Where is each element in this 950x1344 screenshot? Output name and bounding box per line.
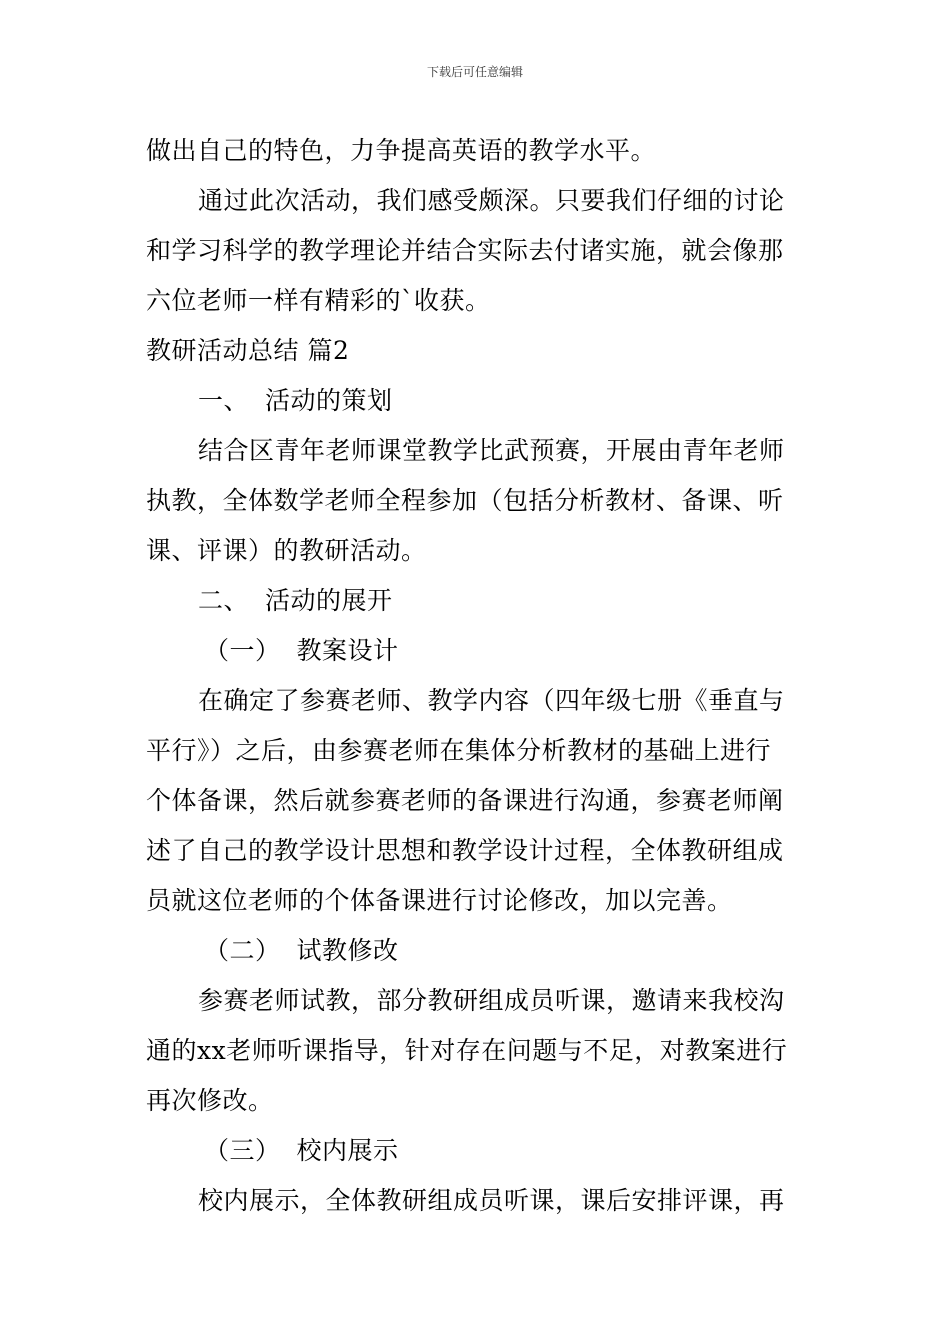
subheading: [146, 1126, 810, 1176]
subheading-text: 活动的展开: [265, 586, 393, 615]
text-line: 再次修改。: [146, 1086, 274, 1115]
subheading-number: 一、: [198, 386, 250, 415]
subheading-text: 校内展示: [296, 1136, 399, 1165]
subheading: [146, 926, 810, 976]
subheading: [146, 376, 810, 426]
text-line: 员就这位老师的个体备课进行讨论修改，加以完善。: [146, 886, 733, 915]
text-line: 个体备课，然后就参赛老师的备课进行沟通，参赛老师阐: [146, 786, 784, 815]
text-line: 做出自己的特色，力争提高英语的教学水平。: [146, 136, 657, 165]
text-line: 执教，全体数学老师全程参加（包括分析教材、备课、听: [146, 486, 784, 515]
text-line: 在确定了参赛老师、教学内容（四年级七册《垂直与: [198, 686, 785, 715]
text-line: 校内展示，全体教研组成员听课，课后安排评课，再: [198, 1186, 785, 1215]
text-line: 参赛老师试教，部分教研组成员听课，邀请来我校沟: [198, 986, 785, 1015]
subheading-text: 试教修改: [296, 936, 399, 965]
subheading-number: 二、: [198, 586, 250, 615]
document-body: [146, 126, 810, 1226]
subheading-number: （二）: [204, 936, 281, 965]
text-line: 述了自己的教学设计思想和教学设计过程，全体教研组成: [146, 836, 784, 865]
text-line: 平行》）之后，由参赛老师在集体分析教材的基础上进行: [146, 736, 772, 765]
subheading-number: （一）: [204, 636, 281, 665]
text-line: 通过此次活动，我们感受颇深。只要我们仔细的讨论: [198, 186, 785, 215]
subheading-text: 活动的策划: [265, 386, 393, 415]
section-heading: 教研活动总结 篇2: [146, 336, 350, 365]
page-header: 下载后可任意编辑: [426, 65, 523, 79]
text-line: 通的xx老师听课指导，针对存在问题与不足，对教案进行: [146, 1036, 788, 1065]
subheading: [146, 626, 810, 676]
subheading-number: （三）: [204, 1136, 281, 1165]
text-line: 结合区青年老师课堂教学比武预赛，开展由青年老师: [198, 436, 785, 465]
text-line: 六位老师一样有精彩的`收获。: [146, 286, 491, 315]
text-line: 和学习科学的教学理论并结合实际去付诸实施，就会像那: [146, 236, 784, 265]
subheading-text: 教案设计: [296, 636, 399, 665]
subheading: [146, 576, 810, 626]
text-line: 课、评课）的教研活动。: [146, 536, 427, 565]
